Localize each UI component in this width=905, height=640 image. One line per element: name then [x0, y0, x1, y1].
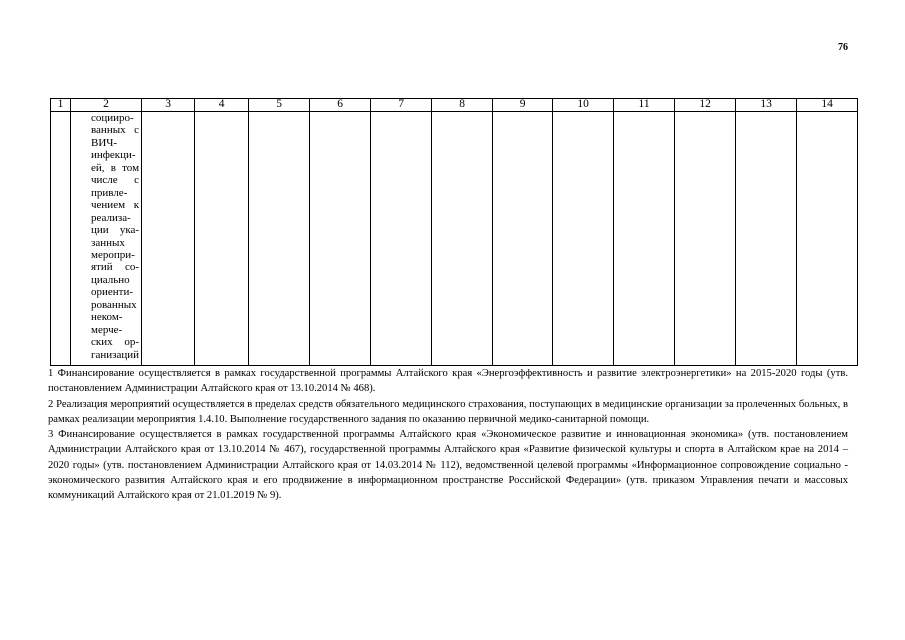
table-cell	[371, 112, 432, 366]
table-cell	[736, 112, 797, 366]
footnote-1: 1 Финансирование осуществляется в рамках государственной программы Алтайского края «Энергоэффективность и развитие электроэнергетики» на 2015-2020 годы (утв. постановлением Администрации Алтайского края от 13.10.2014 № 468).	[48, 368, 848, 395]
cell-line: занных	[91, 236, 125, 249]
table-cell	[675, 112, 736, 366]
column-header: 9	[493, 99, 553, 112]
column-header: 11	[614, 99, 675, 112]
cell-line: ции ука-	[91, 224, 140, 237]
column-header: 5	[249, 99, 310, 112]
cell-line: рованных	[91, 298, 137, 311]
table-cell	[51, 112, 71, 366]
measure-description	[71, 112, 141, 361]
table-row	[51, 112, 858, 366]
table-cell	[797, 112, 858, 366]
table-cell	[142, 112, 195, 366]
cell-line: неком-	[91, 311, 123, 324]
column-header: 14	[797, 99, 858, 112]
cell-line: социиро-	[91, 112, 134, 124]
column-header: 8	[432, 99, 493, 112]
cell-line: меропри-	[91, 248, 135, 261]
column-header: 3	[142, 99, 195, 112]
footnotes	[48, 366, 848, 504]
cell-line: числе с	[91, 174, 140, 187]
table-cell	[614, 112, 675, 366]
table-cell	[553, 112, 614, 366]
cell-line: ских ор-	[91, 336, 140, 349]
column-header: 13	[736, 99, 797, 112]
column-header: 12	[675, 99, 736, 112]
column-header: 6	[310, 99, 371, 112]
cell-line: ВИЧ-	[91, 136, 118, 149]
footnote-2: 2 Реализация мероприятий осуществляется в пределах средств обязательного медицинского страхования, поступающих в медицинские организации за пролеченных больных, в рамках реализации мероприятия 1.4.10. Выполнение государственного задания по оказанию первичной медико-санитарной помощи.	[48, 398, 848, 425]
table-cell	[493, 112, 553, 366]
table-cell	[432, 112, 493, 366]
column-header: 10	[553, 99, 614, 112]
column-header: 7	[371, 99, 432, 112]
table-cell	[249, 112, 310, 366]
cell-line: реализа-	[91, 211, 131, 224]
cell-line: ориенти-	[91, 286, 134, 299]
column-header: 4	[195, 99, 249, 112]
measure-description-cell	[71, 112, 142, 366]
cell-line: ей, в том	[91, 161, 140, 174]
cell-line: инфекци-	[91, 149, 136, 162]
program-table	[50, 98, 858, 366]
cell-line: привле-	[91, 186, 128, 199]
footnote-3: 3 Финансирование осуществляется в рамках государственной программы Алтайского края «Экономическое развитие и инновационная экономика» (утв. постановлением Администрации Алтайского края от 13.10.2014 № 467), государственной программы Алтайского края «Развитие физической культуры и спорта в Алтайском крае на 2014 – 2020 годы» (утв. постановлением Администрации Алтайского края от 14.03.2014 № 112), ведомственной целевой программы «Информационное сопровождение социально - экономического развития Алтайского края и его продвижение в информационном пространстве Российской Федерации» (утв. приказом Управления печати и массовых коммуникаций Алтайского края от 21.01.2019 № 9).	[48, 429, 848, 502]
cell-line: чением к	[91, 199, 140, 212]
cell-line: мерче-	[91, 323, 123, 336]
column-header: 2	[71, 99, 142, 112]
table-header-row	[51, 99, 858, 112]
table-cell	[310, 112, 371, 366]
cell-line: ятий со-	[91, 261, 140, 274]
page-number: 76	[838, 42, 848, 53]
table-cell	[195, 112, 249, 366]
cell-line: циально	[91, 273, 130, 286]
cell-line: ганизаций	[91, 348, 140, 361]
column-header: 1	[51, 99, 71, 112]
cell-line: ванных с	[91, 124, 140, 137]
